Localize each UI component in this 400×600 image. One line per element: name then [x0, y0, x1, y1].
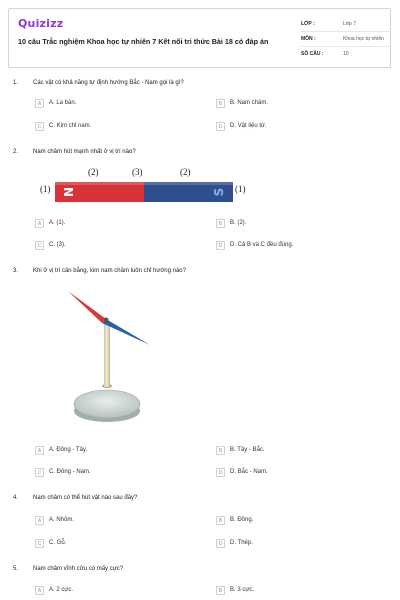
option-letter: A — [35, 516, 44, 525]
position-label: (2) — [88, 167, 99, 177]
option-letter: B — [216, 99, 225, 108]
option-letter: A — [35, 446, 44, 455]
position-label: (1) — [40, 184, 51, 194]
option-letter: C — [35, 241, 44, 250]
option-letter: C — [35, 468, 44, 477]
option-text: A. 2 cực. — [49, 587, 74, 593]
option-text: A. Nhôm. — [49, 517, 75, 523]
option-text: D. Bắc - Nam. — [230, 469, 268, 475]
option-letter: D — [216, 241, 225, 250]
worksheet-meta — [301, 17, 391, 61]
option-letter: A — [35, 586, 44, 595]
option-text: C. Kim chỉ nam. — [49, 123, 92, 129]
bar-magnet — [55, 181, 233, 203]
option-letter: C — [35, 539, 44, 548]
position-label: (2) — [180, 167, 191, 177]
question-text: Nam châm vĩnh cửu có mấy cực? — [33, 566, 124, 572]
question-text: Khi ở vị trí cân bằng, kim nam châm luôn chỉ hướng nào? — [33, 268, 186, 274]
north-pole-label: N — [62, 186, 76, 198]
option-text: B. Tây - Bắc. — [230, 447, 265, 453]
option-letter: C — [35, 122, 44, 131]
option-text: A. La bàn. — [49, 100, 77, 106]
option-text: D. Thép. — [230, 540, 253, 546]
meta-label: MÔN : — [301, 36, 316, 42]
question-text: Nam châm có thể hút vật nào sau đây? — [33, 495, 138, 501]
option-text: B. Nam châm. — [230, 100, 269, 106]
meta-row-count — [301, 47, 391, 61]
question-number: 2. — [13, 149, 19, 155]
option-letter: B — [216, 446, 225, 455]
option-letter: B — [216, 586, 225, 595]
option-letter: D — [216, 468, 225, 477]
option-text: B. 3 cực. — [230, 587, 255, 593]
option-text: C. Đông - Nam. — [49, 469, 91, 475]
option-text: B. Đồng. — [230, 517, 254, 523]
worksheet-header — [8, 8, 391, 68]
question-text: Nam châm hút mạnh nhất ở vị trí nào? — [33, 149, 136, 155]
option-letter: D — [216, 539, 225, 548]
option-text: C. Gỗ. — [49, 540, 67, 546]
south-pole-label: S — [212, 187, 226, 197]
question-number: 3. — [13, 268, 19, 274]
meta-row-class — [301, 17, 391, 32]
position-label: (1) — [235, 184, 246, 194]
option-letter: D — [216, 122, 225, 131]
question-number: 5. — [13, 566, 19, 572]
question-number: 4. — [13, 495, 19, 501]
position-label: (3) — [132, 167, 143, 177]
option-text: B. (2). — [230, 220, 247, 226]
question-text: Các vật có khả năng tự định hướng Bắc - Nam gọi là gì? — [33, 80, 184, 86]
option-text: D. Vật liệu từ. — [230, 123, 267, 129]
question-number: 1. — [13, 80, 19, 86]
option-letter: B — [216, 516, 225, 525]
compass-needle-stand-image — [60, 283, 160, 433]
option-text: D. Cả B và C đều đúng. — [230, 242, 294, 248]
meta-value: Khoa học tự nhiên — [343, 36, 384, 42]
worksheet-title: 10 câu Trắc nghiệm Khoa học tự nhiên 7 Kết nối tri thức Bài 18 có đáp án — [18, 37, 269, 46]
needle-red-half — [68, 291, 106, 323]
meta-value: 10 — [343, 51, 349, 57]
option-letter: A — [35, 219, 44, 228]
meta-value: Lớp 7 — [343, 21, 357, 27]
option-text: A. (1). — [49, 220, 66, 226]
option-letter: A — [35, 99, 44, 108]
option-letter: B — [216, 219, 225, 228]
option-text: C. (3). — [49, 242, 66, 248]
meta-label: SỐ CÂU : — [301, 51, 324, 57]
meta-label: LỚP : — [301, 21, 315, 27]
option-text: A. Đông - Tây. — [49, 447, 88, 453]
quizizz-logo: Quizizz — [18, 17, 64, 30]
meta-row-subject — [301, 32, 391, 47]
